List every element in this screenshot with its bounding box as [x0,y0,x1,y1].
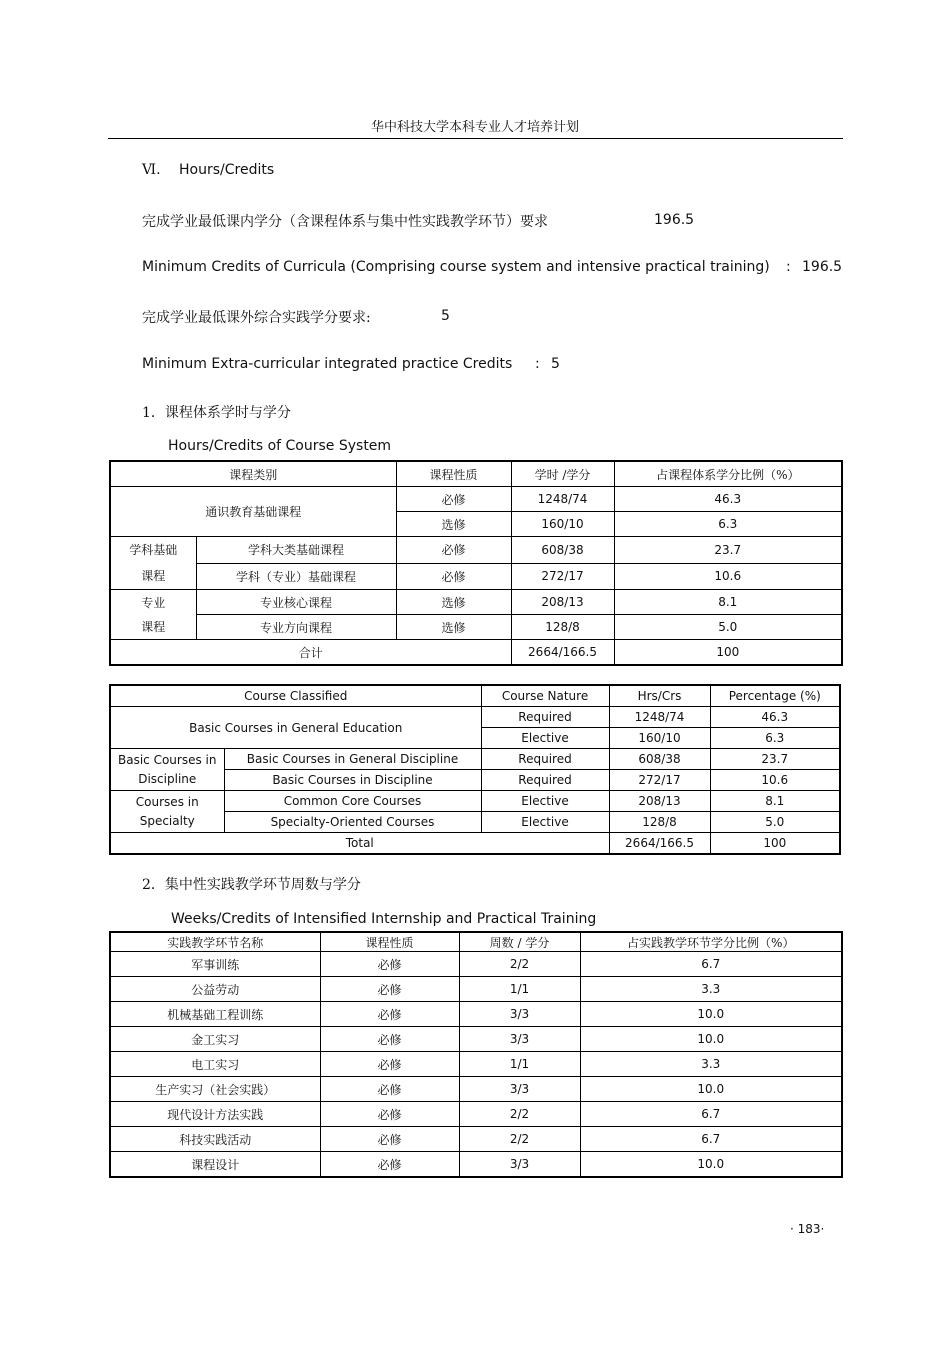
practice-table [109,931,843,1178]
name-cell: 学科大类基础课程 [196,537,396,564]
table-row [110,952,842,977]
percent-cell: 8.1 [710,791,840,812]
percent-cell: 10.0 [580,1002,842,1027]
extra-credits-en-colon: : [535,356,540,372]
name-cell: Basic Courses in Discipline [224,770,481,791]
name-cell: 课程设计 [110,1152,320,1178]
hours-cell: 128/8 [609,812,710,833]
header-cell: Course Nature [481,685,609,707]
nature-cell: 必修 [320,1152,459,1178]
group-label-line: 学科基础 [129,543,178,557]
name-cell: 生产实习（社会实践） [110,1077,320,1102]
hours-cell: 160/10 [511,512,614,537]
page-header-title: 华中科技大学本科专业人才培养计划 [370,120,579,135]
header-cell: 课程性质 [320,932,459,952]
nature-cell: 选修 [396,512,511,537]
table-row [110,977,842,1002]
weeks-cell: 2/2 [459,1127,580,1152]
percent-cell: 6.7 [580,952,842,977]
percent-cell: 6.3 [614,512,842,537]
percent-cell: 10.0 [580,1077,842,1102]
table-row [110,1002,842,1027]
group-cell [110,590,196,640]
extra-credits-en-value: 5 [551,356,560,372]
nature-cell: 必修 [320,1052,459,1077]
table-row [110,487,842,512]
nature-cell: 必修 [396,487,511,512]
weeks-cell: 1/1 [459,977,580,1002]
name-cell: 专业核心课程 [196,590,396,615]
group-cell: Basic Courses in Discipline [110,749,224,791]
extra-credits-cn-value: 5 [441,308,450,324]
table-row [110,1027,842,1052]
hours-cell: 608/38 [511,537,614,564]
nature-cell: Required [481,770,609,791]
min-credits-en-colon: : [786,259,791,275]
header-cell: 学时 /学分 [511,461,614,487]
group-cell [110,537,196,590]
subsection-2-title [142,874,361,894]
percent-cell: 6.7 [580,1127,842,1152]
percent-cell: 46.3 [710,707,840,728]
percent-cell: 6.3 [710,728,840,749]
header-cell: 课程类别 [110,461,396,487]
total-hours: 2664/166.5 [609,833,710,855]
total-percent: 100 [710,833,840,855]
course-system-table-cn [109,460,843,666]
hours-cell: 128/8 [511,615,614,640]
name-cell: 电工实习 [110,1052,320,1077]
weeks-cell: 2/2 [459,952,580,977]
hours-cell: 1248/74 [609,707,710,728]
hours-cell: 608/38 [609,749,710,770]
header-cell: 实践教学环节名称 [110,932,320,952]
total-label: Total [110,833,609,855]
table-row [110,1152,842,1178]
percent-cell: 3.3 [580,1052,842,1077]
nature-cell: Required [481,707,609,728]
header-divider [108,138,843,139]
category-cell: 通识教育基础课程 [110,487,396,537]
table-row [110,1077,842,1102]
table-row [110,615,842,640]
name-cell: 机械基础工程训练 [110,1002,320,1027]
percent-cell: 23.7 [710,749,840,770]
min-credits-en-value: 196.5 [802,259,843,275]
name-cell: Common Core Courses [224,791,481,812]
group-label-line: 课程 [141,619,166,634]
table-total-row [110,640,842,666]
nature-cell: Elective [481,812,609,833]
page-number: · 183· [790,1222,825,1236]
section-number: Ⅵ. [142,162,161,178]
min-credits-cn-label: 完成学业最低课内学分（含课程体系与集中性实践教学环节）要求 [142,214,548,230]
section-title: Hours/Credits [179,162,275,178]
extra-credits-en-label: Minimum Extra-curricular integrated practice Credits [142,356,513,372]
percent-cell: 10.0 [580,1027,842,1052]
table-row [110,707,840,728]
name-cell: 科技实践活动 [110,1127,320,1152]
header-cell: Hrs/Crs [609,685,710,707]
hours-cell: 208/13 [609,791,710,812]
hours-cell: 160/10 [609,728,710,749]
table-row [110,563,842,590]
min-credits-en-label: Minimum Credits of Curricula (Comprising course system and intensive practical training) [142,259,770,275]
nature-cell: 必修 [320,1077,459,1102]
course-system-table-en [109,684,841,855]
table-row [110,749,840,770]
nature-cell: 必修 [320,1102,459,1127]
header-cell: 课程性质 [396,461,511,487]
table-row [110,537,842,564]
category-cell: Basic Courses in General Education [110,707,481,749]
table-header-row [110,932,842,952]
total-label: 合计 [110,640,511,666]
percent-cell: 23.7 [614,537,842,564]
subsection-1-number: 1． [142,405,165,421]
weeks-cell: 2/2 [459,1102,580,1127]
subsection-1-title-en: Hours/Credits of Course System [168,438,392,454]
hours-cell: 272/17 [511,563,614,590]
nature-cell: 选修 [396,615,511,640]
percent-cell: 5.0 [710,812,840,833]
weeks-cell: 3/3 [459,1002,580,1027]
percent-cell: 8.1 [614,590,842,615]
total-percent: 100 [614,640,842,666]
table-header-row [110,685,840,707]
weeks-cell: 3/3 [459,1077,580,1102]
nature-cell: 必修 [320,1127,459,1152]
percent-cell: 46.3 [614,487,842,512]
nature-cell: 必修 [320,952,459,977]
header-cell: 周数 / 学分 [459,932,580,952]
name-cell: Specialty-Oriented Courses [224,812,481,833]
hours-cell: 208/13 [511,590,614,615]
name-cell: 金工实习 [110,1027,320,1052]
header-cell: 占课程体系学分比例（%） [614,461,842,487]
percent-cell: 3.3 [580,977,842,1002]
table-row [110,791,840,812]
section-heading [142,162,274,178]
subsection-2-title-en: Weeks/Credits of Intensified Internship and Practical Training [171,911,597,927]
group-label-line: 课程 [141,569,166,583]
nature-cell: Elective [481,791,609,812]
table-row [110,590,842,615]
nature-cell: 选修 [396,590,511,615]
name-cell: 军事训练 [110,952,320,977]
nature-cell: 必修 [320,1002,459,1027]
nature-cell: 必修 [320,977,459,1002]
hours-cell: 1248/74 [511,487,614,512]
subsection-1-title-cn: 课程体系学时与学分 [164,405,291,421]
percent-cell: 5.0 [614,615,842,640]
header-cell: Course Classified [110,685,481,707]
name-cell: 学科（专业）基础课程 [196,563,396,590]
name-cell: 现代设计方法实践 [110,1102,320,1127]
nature-cell: 必修 [396,563,511,590]
min-credits-cn-value: 196.5 [654,212,695,228]
total-hours: 2664/166.5 [511,640,614,666]
nature-cell: Required [481,749,609,770]
table-header-row [110,461,842,487]
subsection-2-title-cn: 集中性实践教学环节周数与学分 [164,877,361,893]
weeks-cell: 3/3 [459,1027,580,1052]
table-row [110,1052,842,1077]
percent-cell: 10.6 [614,563,842,590]
table-row [110,1127,842,1152]
percent-cell: 10.0 [580,1152,842,1178]
weeks-cell: 3/3 [459,1152,580,1178]
percent-cell: 6.7 [580,1102,842,1127]
nature-cell: 必修 [320,1027,459,1052]
table-total-row [110,833,840,855]
weeks-cell: 1/1 [459,1052,580,1077]
name-cell: 公益劳动 [110,977,320,1002]
nature-cell: 必修 [396,537,511,564]
nature-cell: Elective [481,728,609,749]
table-row [110,1102,842,1127]
name-cell: Basic Courses in General Discipline [224,749,481,770]
header-cell: 占实践教学环节学分比例（%） [580,932,842,952]
subsection-2-number: 2． [142,877,165,893]
group-label-line: 专业 [141,595,166,610]
hours-cell: 272/17 [609,770,710,791]
percent-cell: 10.6 [710,770,840,791]
name-cell: 专业方向课程 [196,615,396,640]
subsection-1-title [142,402,291,422]
group-cell: Courses in Specialty [110,791,224,833]
extra-credits-cn-label: 完成学业最低课外综合实践学分要求: [142,310,371,326]
header-cell: Percentage (%) [710,685,840,707]
